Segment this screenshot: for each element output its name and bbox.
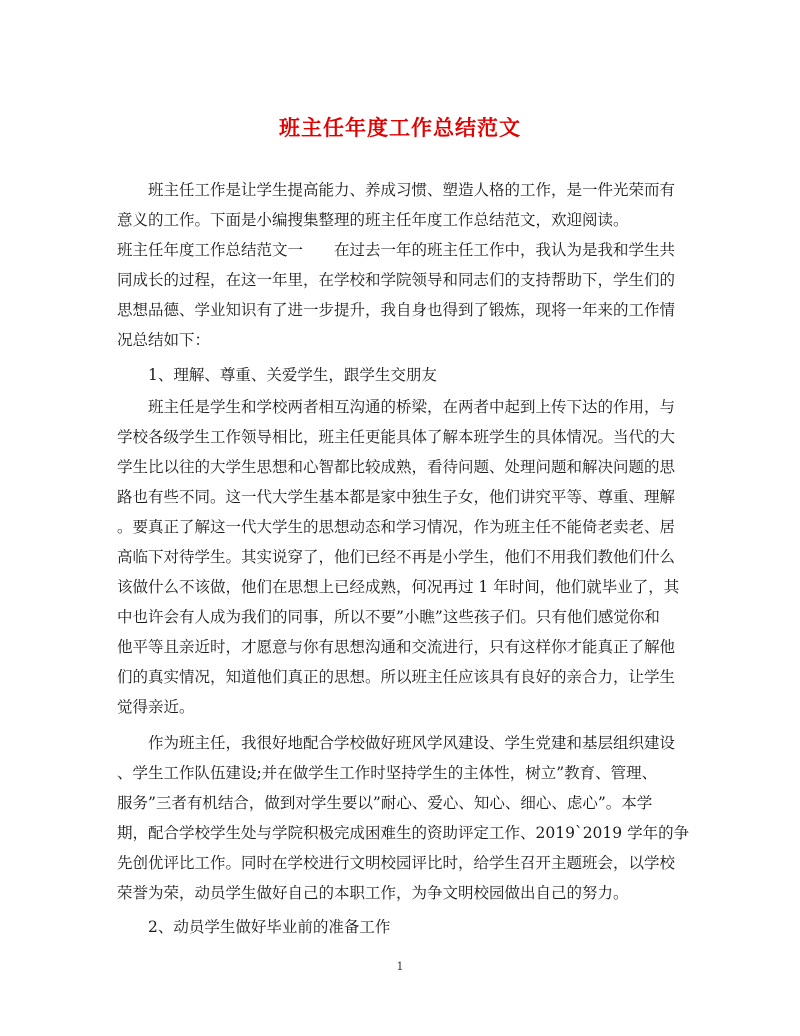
- body-line: 思想品德、学业知识有了进一步提升，我自身也得到了锻炼，现将一年来的工作情: [117, 301, 676, 319]
- body-line: 班主任年度工作总结范文一 在过去一年的班主任工作中，我认为是我和学生共: [117, 241, 676, 259]
- body-line: 先创优评比工作。同时在学校进行文明校园评比时，给学生召开主题班会，以学校: [117, 854, 676, 872]
- body-line: 路也有些不同。这一代大学生基本都是家中独生子女，他们讲究平等、尊重、理解: [117, 488, 676, 506]
- body-line: 、学生工作队伍建设;并在做学生工作时坚持学生的主体性，树立”教育、管理、: [117, 764, 658, 782]
- body-line: 他平等且亲近时，才愿意与你有思想沟通和交流进行，只有这样你才能真正了解他: [117, 638, 676, 656]
- body-line: 服务”三者有机结合，做到对学生要以”耐心、爱心、知心、细心、虑心”。本学: [117, 794, 653, 812]
- body-line: 学校各级学生工作领导相比，班主任更能具体了解本班学生的具体情况。当代的大: [117, 428, 676, 446]
- body-line: 。要真正了解这一代大学生的思想动态和学习情况，作为班主任不能倚老卖老、居: [117, 518, 676, 536]
- body-line: 作为班主任，我很好地配合学校做好班风学风建设、学生党建和基层组织建设: [117, 734, 676, 752]
- body-line: 班主任是学生和学校两者相互沟通的桥梁，在两者中起到上传下达的作用，与: [117, 398, 676, 416]
- body-line: 荣誉为荣，动员学生做好自己的本职工作，为争文明校园做出自己的努力。: [117, 884, 629, 902]
- body-line: 同成长的过程，在这一年里，在学校和学院领导和同志们的支持帮助下，学生们的: [117, 271, 676, 289]
- body-line: 班主任工作是让学生提高能力、养成习惯、塑造人格的工作，是一件光荣而有: [117, 181, 676, 199]
- body-line: 该做什么不该做，他们在思想上已经成熟，何况再过 1 年时间，他们就毕业了，其: [117, 578, 680, 596]
- document-title: 班主任年度工作总结范文: [279, 115, 521, 140]
- body-line: 期，配合学校学生处与学院积极完成困难生的资助评定工作、2019`2019 学年的争: [117, 824, 690, 842]
- body-line: 意义的工作。下面是小编搜集整理的班主任年度工作总结范文，欢迎阅读。: [117, 211, 629, 229]
- body-line: 学生比以往的大学生思想和心智都比较成熟，看待问题、处理问题和解决问题的思: [117, 458, 676, 476]
- section-heading: 2、动员学生做好毕业前的准备工作: [117, 918, 391, 936]
- body-line: 们的真实情况，知道他们真正的思想。所以班主任应该具有良好的亲合力，让学生: [117, 668, 676, 686]
- body-line: 高临下对待学生。其实说穿了，他们已经不再是小学生，他们不用我们教他们什么: [117, 548, 676, 566]
- body-line: 中也许会有人成为我们的同事，所以不要”小瞧”这些孩子们。只有他们感觉你和: [117, 608, 660, 626]
- body-line: 觉得亲近。: [117, 698, 195, 716]
- page-number: 1: [396, 960, 404, 973]
- section-heading: 1、理解、尊重、关爱学生，跟学生交朋友: [117, 366, 437, 384]
- body-line: 况总结如下：: [117, 331, 211, 349]
